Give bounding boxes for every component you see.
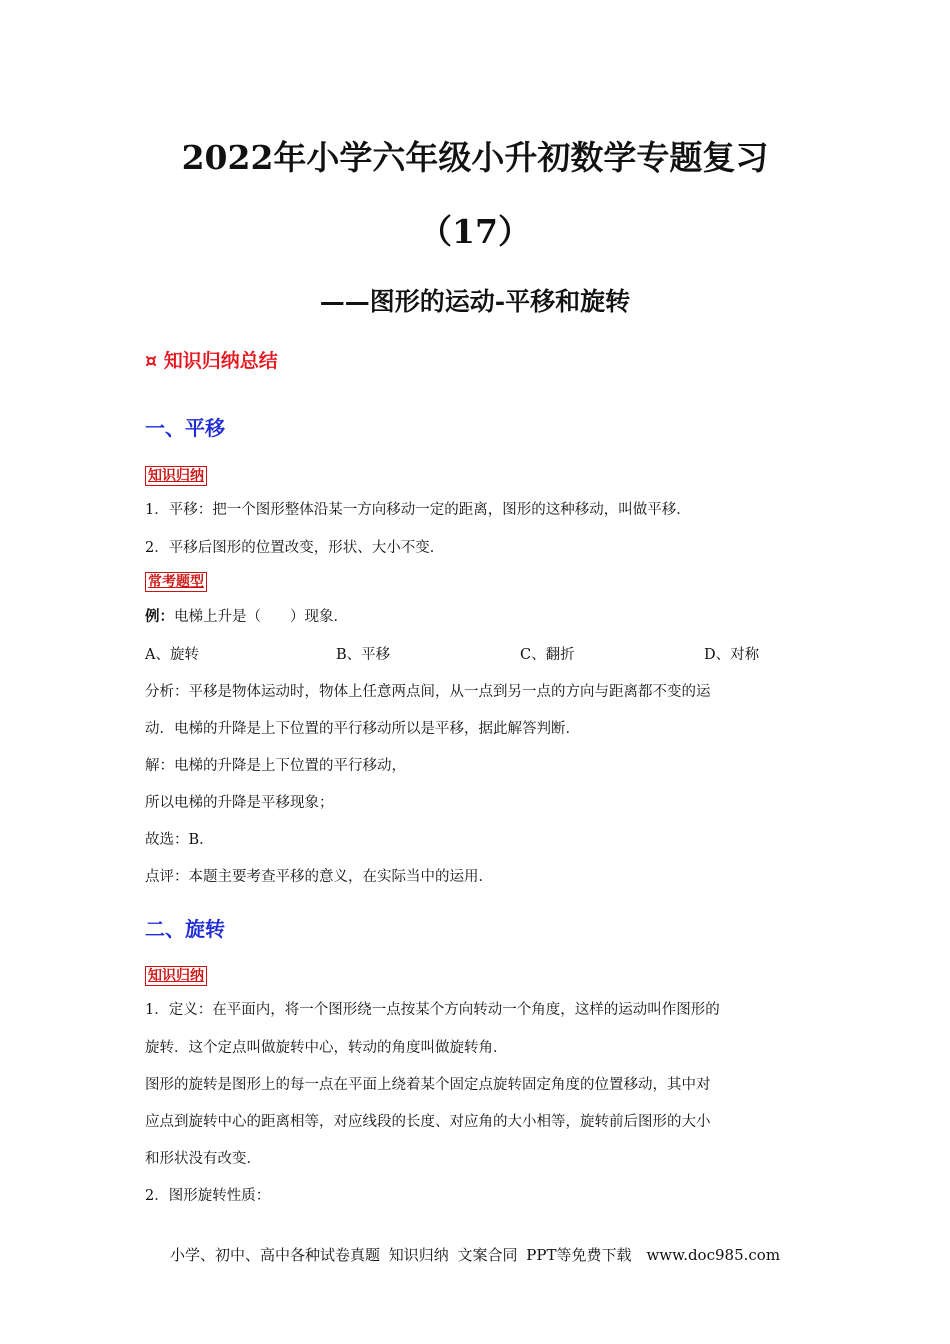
- knowledge-tag: 知识归纳: [145, 466, 207, 486]
- example-line: [145, 607, 810, 627]
- content-line: 旋转．这个定点叫做旋转中心，转动的角度叫做旋转角．: [145, 1040, 508, 1056]
- example-text: 电梯上升是（ ）现象．: [174, 609, 348, 625]
- content-line: 2．图形旋转性质：: [145, 1188, 271, 1204]
- content-line: 1．定义：在平面内，将一个图形绕一点按某个方向转动一个角度，这样的运动叫作图形的: [145, 1002, 720, 1018]
- analysis-line: 动．电梯的升降是上下位置的平行移动所以是平移，据此解答判断．: [145, 721, 580, 737]
- solution-line: 解：电梯的升降是上下位置的平行移动，: [145, 758, 406, 774]
- point-line: 1．平移：把一个图形整体沿某一方向移动一定的距离，图形的这种移动，叫做平移．: [145, 502, 691, 518]
- content-line: 图形的旋转是图形上的每一点在平面上绕着某个固定点旋转固定角度的位置移动，其中对: [145, 1077, 711, 1093]
- knowledge-tag: 知识归纳: [145, 966, 207, 986]
- option-c: C、翻折: [520, 647, 575, 663]
- point-line: 2．平移后图形的位置改变，形状、大小不变．: [145, 540, 445, 556]
- content-line: 应点到旋转中心的距离相等，对应线段的长度、对应角的大小相等，旋转前后图形的大小: [145, 1114, 711, 1130]
- analysis-line: 分析：平移是物体运动时，物体上任意两点间，从一点到另一点的方向与距离都不变的运: [145, 684, 711, 700]
- page-footer: 小学、初中、高中各种试卷真题 知识归纳 文案合同 PPT等免费下载 www.doc985.com: [169, 1246, 781, 1264]
- doc-title-line2: （17）: [419, 212, 531, 251]
- summary-heading: ¤ 知识归纳总结: [145, 350, 278, 372]
- doc-subtitle: ——图形的运动-平移和旋转: [319, 287, 631, 316]
- section1-heading: 一、平移: [145, 416, 225, 440]
- content-line: 和形状没有改变．: [145, 1151, 261, 1167]
- option-d: D、对称: [704, 647, 760, 663]
- doc-title-line1: 2022年小学六年级小升初数学专题复习: [181, 138, 769, 177]
- solution-line: 所以电梯的升降是平移现象；: [145, 795, 334, 811]
- comment-line: 点评：本题主要考查平移的意义，在实际当中的运用．: [145, 869, 493, 885]
- example-label: 例：: [145, 608, 174, 625]
- common-question-tag: 常考题型: [145, 572, 207, 592]
- option-b: B、平移: [336, 647, 391, 663]
- section2-heading: 二、旋转: [145, 917, 225, 941]
- solution-line: 故选：B．: [145, 832, 214, 848]
- option-a: A、旋转: [145, 647, 199, 663]
